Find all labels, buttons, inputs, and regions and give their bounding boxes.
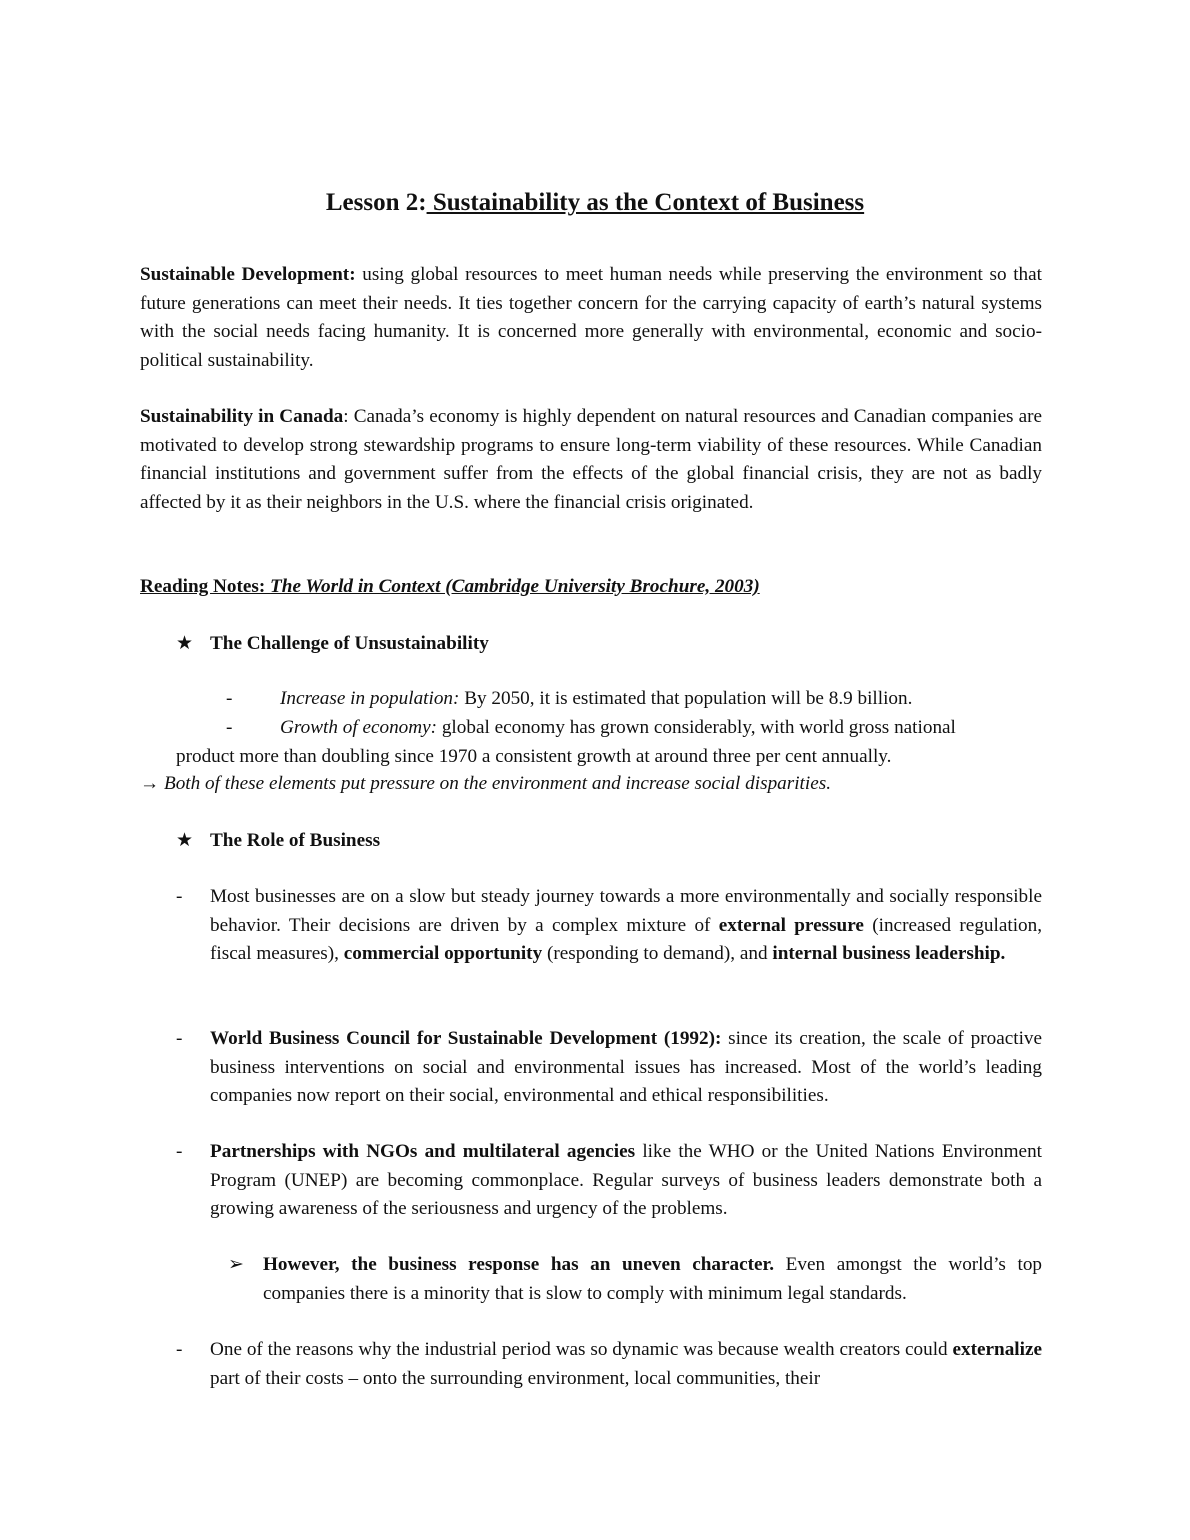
role-bullet-3-body: like the WHO or the United Nations Environment Program (UNEP) are becoming commonplace. Regular surveys of business leaders demonstrate both a growing awareness of the seriousness and urgency of the problems. <box>210 1141 1042 1219</box>
reading-notes-label: Reading Notes: <box>140 576 271 597</box>
role-heading <box>176 827 380 855</box>
dash-marker: - <box>226 717 233 738</box>
reading-notes-source: The World in Context (Cambridge University Brochure, 2003) <box>270 576 760 597</box>
role-bullet-4-part-2: part of their costs – onto the surrounding environment, local communities, their <box>210 1367 821 1389</box>
uneven-response-text <box>263 1251 1042 1308</box>
sustainability-canada-term: Sustainability in Canada <box>140 406 344 427</box>
chevron-right-icon: ➢ <box>228 1254 245 1275</box>
role-bullet-4-text <box>210 1336 1042 1393</box>
uneven-response-item <box>228 1251 1042 1308</box>
page-title <box>0 186 1190 220</box>
population-text: By 2050, it is estimated that population will be 8.9 billion. <box>459 688 913 709</box>
dash-marker: - <box>176 886 183 907</box>
sustainable-development-paragraph <box>140 261 1042 375</box>
economy-text: global economy has grown considerably, with world gross national <box>437 717 956 738</box>
internal-leadership-term: internal business leadership. <box>772 943 1006 964</box>
role-heading-text: The Role of Business <box>210 830 381 851</box>
population-term: Increase in population: <box>280 688 460 709</box>
title-main: Sustainability as the Context of Business <box>426 189 865 216</box>
star-icon: ★ <box>176 633 194 654</box>
uneven-response-body: Even amongst the world’s top companies there is a minority that is slow to comply with minimum legal standards. <box>263 1254 1043 1304</box>
sustainability-canada-text: : Canada’s economy is highly dependent on natural resources and Canadian companies are motivated to develop strong stewardship programs to ensure long-term viability of these resources. While Canadian financial institutions and government suffer from the effects of the global financial crisis, they are not as badly affected by it as their neighbors in the U.S. where the financial crisis originated. <box>140 406 1042 513</box>
dash-marker: - <box>176 1141 183 1162</box>
commercial-opportunity-term: commercial opportunity <box>343 943 543 964</box>
economy-continuation: product more than doubling since 1970 a consistent growth at around three per cent annually. <box>176 745 892 767</box>
challenge-heading <box>176 630 489 658</box>
uneven-response-term: However, the business response has an uneven character. <box>263 1254 775 1275</box>
star-icon: ★ <box>176 830 194 851</box>
role-bullet-3 <box>176 1138 1042 1224</box>
role-bullet-1-text <box>210 883 1042 969</box>
reading-notes-heading <box>140 573 760 601</box>
sustainability-canada-paragraph <box>140 403 1042 517</box>
role-bullet-4 <box>176 1336 1042 1393</box>
population-item <box>176 685 1042 714</box>
sustainable-development-term: Sustainable Development: <box>140 264 356 285</box>
role-bullet-3-text <box>210 1138 1042 1224</box>
external-pressure-term: external pressure <box>718 914 864 936</box>
externalize-term: externalize <box>952 1339 1042 1360</box>
role-bullet-1-part-2: (increased regulation, fiscal measures), <box>210 914 1043 964</box>
arrow-icon: → <box>140 773 160 794</box>
role-bullet-4-part-1: One of the reasons why the industrial period was so dynamic was because wealth creators could <box>210 1339 953 1360</box>
role-bullet-2-text <box>210 1025 1042 1111</box>
title-prefix: Lesson 2: <box>325 189 427 216</box>
role-bullet-2-body: since its creation, the scale of proactive business interventions on social and environmental issues has increased. Most of the world’s leading companies now report on their social, environmental and ethical responsibilities. <box>210 1028 1043 1106</box>
wbcsd-term: World Business Council for Sustainable Development (1992): <box>210 1028 722 1049</box>
challenge-conclusion-text: Both of these elements put pressure on the environment and increase social disparities. <box>159 773 831 794</box>
economy-term: Growth of economy: <box>280 717 438 738</box>
role-bullet-1-part-3: (responding to demand), and <box>542 943 773 964</box>
partnerships-term: Partnerships with NGOs and multilateral agencies <box>210 1141 636 1162</box>
dash-marker: - <box>176 1339 183 1360</box>
challenge-heading-text: The Challenge of Unsustainability <box>210 633 489 654</box>
role-bullet-1-part-1: Most businesses are on a slow but steady journey towards a more environmentally and socially responsible behavior. Their decisions are driven by a complex mixture of <box>210 886 1042 936</box>
economy-item <box>176 714 1042 771</box>
role-bullet-2 <box>176 1025 1042 1111</box>
role-bullet-1 <box>176 883 1042 969</box>
sustainable-development-text: using global resources to meet human needs while preserving the environment so that future generations can meet their needs. It ties together concern for the carrying capacity of earth’s natural systems with the social needs facing humanity. It is concerned more generally with environmental, economic and socio-political sustainability. <box>140 264 1042 371</box>
dash-marker: - <box>226 688 233 709</box>
challenge-conclusion <box>140 770 831 798</box>
dash-marker: - <box>176 1028 183 1049</box>
